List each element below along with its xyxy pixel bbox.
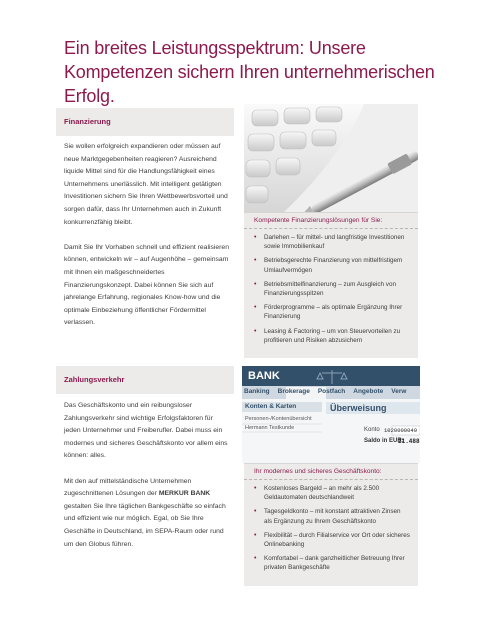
section-title-payments: Zahlungsverkehr (64, 375, 125, 384)
online-banking-photo (242, 366, 420, 463)
payments-paragraph-1: Das Geschäftskonto und ein reibungsloser Zahlungsverkehr sind wichtige Erfolgsfaktoren für jeden Unternehmer und Freiberufler. Dabei muss ein modernes und sicheres Geschäftskonto vor allem eins können: alles. (64, 402, 228, 460)
section-header-financing (56, 108, 234, 136)
tab-angebote: Angebote (353, 388, 384, 395)
financing-solutions-list (244, 229, 418, 358)
bank-konto-value: 1020000049 (384, 427, 418, 434)
list-item: • Förderprogramme – als optimale Ergänzung Ihrer Finanzierung (254, 304, 403, 321)
bullet-icon: • (254, 257, 257, 265)
payments-info-box (244, 463, 418, 586)
list-item: • Komfortabel – dank ganzheitlicher Betreuung Ihrer privaten Bankgeschäfte (254, 555, 405, 572)
bank-row-customer: Hermann Testkunde (245, 425, 295, 431)
bank-saldo-value: 21.488 (398, 438, 420, 445)
financing-info-box (244, 212, 418, 358)
tab-verwaltung: Verw (391, 388, 407, 395)
list-item: • Darlehen – für mittel- und langfristige Investitionen sowie Immobilienkauf (254, 234, 405, 251)
bank-tabs (242, 388, 420, 399)
financing-paragraph-1: Sie wollen erfolgreich expandieren oder müssen auf neue Marktgegebenheiten reagieren? Ausreichend liquide Mittel sind für die Handlungsfähigkeit eines Unternehmens unerlässlich. Mit intelligent getätigten Investitionen sichern Sie Ihren Wettbewerbsvorteil und sorgen dafür, dass Ihr Unternehmen auch in Zukunft konkurrenzfähig bleibt. (64, 143, 228, 226)
tab-brokerage: Brokerage (277, 388, 310, 395)
bank-row-overview: Personen-/Kontenübersicht (245, 416, 312, 422)
financing-box-title: Kompetente Finanzierungslösungen für Sie: (244, 213, 418, 229)
page-title: Ein breites Leistungsspektrum: Unsere Kompetenzen sichern Ihren unternehmerischen Erfolg. (64, 38, 435, 106)
bank-saldo-label: Saldo in EUR: (364, 438, 404, 444)
list-item: • Flexibilität – durch Filialservice vor Ort oder sicheres Onlinebanking (254, 531, 410, 549)
payments-paragraph-2: Mit den auf mittelständische Unternehmen zugeschnittenen Lösungen der MERKUR BANK gestalten Sie Ihre täglichen Bankgeschäfte so einfach und effizient wie nur möglich. Egal, ob Sie Ihre Geschäfte in Deutschland, im SEPA-Raum oder rund um den Globus führen. (64, 477, 226, 548)
bank-section-title: Konten & Karten (245, 403, 297, 410)
bullet-icon: • (254, 531, 257, 539)
financing-body (64, 141, 230, 343)
brand-name: MERKUR BANK (158, 490, 211, 498)
bullet-icon: • (254, 508, 257, 516)
financing-paragraph-2: Damit Sie Ihr Vorhaben schnell und effizient realisieren können, entwickeln wir – auf Augenhöhe – gemeinsam mit Ihnen ein maßgeschneidertes Finanzierungskonzept. Dabei können Sie sich auf jahrelange Erfahrung, regionales Know-how und die optimale Einbeziehung öffentlicher Fördermittel verlassen. (64, 243, 229, 327)
section-header-payments (56, 366, 234, 394)
bullet-icon: • (254, 327, 257, 335)
bullet-icon: • (254, 485, 257, 492)
payments-box-title: Ihr modernes und sicheres Geschäftskonto: (244, 464, 418, 480)
account-features-list (244, 480, 418, 586)
tab-postfach: Postfach (317, 388, 346, 395)
bullet-icon: • (254, 280, 257, 288)
list-item: • Betriebsgerechte Finanzierung von mittelfristigem Umlaufvermögen (254, 257, 403, 274)
bullet-icon: • (254, 234, 257, 241)
list-item: • Leasing & Factoring – um von Steuervorteilen zu profitieren und Risiken abzusichern (254, 327, 401, 344)
bank-konto-label: Konto (364, 427, 380, 433)
tab-banking: Banking (244, 388, 270, 395)
section-title-financing: Finanzierung (64, 117, 111, 126)
calculator-photo (244, 104, 418, 212)
payments-body (64, 400, 230, 564)
calculator-illustration (244, 104, 418, 212)
bank-logo: BANK (248, 370, 280, 382)
list-item: • Tagesgeldkonto – mit konstant attraktiven Zinsen als Ergänzung zu Ihrem Geschäftskonto (254, 508, 401, 525)
list-item: • Betriebsmittelfinanzierung – zum Ausgleich von Finanzierungsspitzen (254, 280, 396, 298)
bullet-icon: • (254, 304, 257, 312)
bullet-icon: • (254, 555, 257, 563)
list-item: • Kostenloses Bargeld – an mehr als 2.500 Geldautomaten deutschlandweit (254, 485, 380, 502)
bank-transfer-title: Überweisung (330, 403, 387, 413)
